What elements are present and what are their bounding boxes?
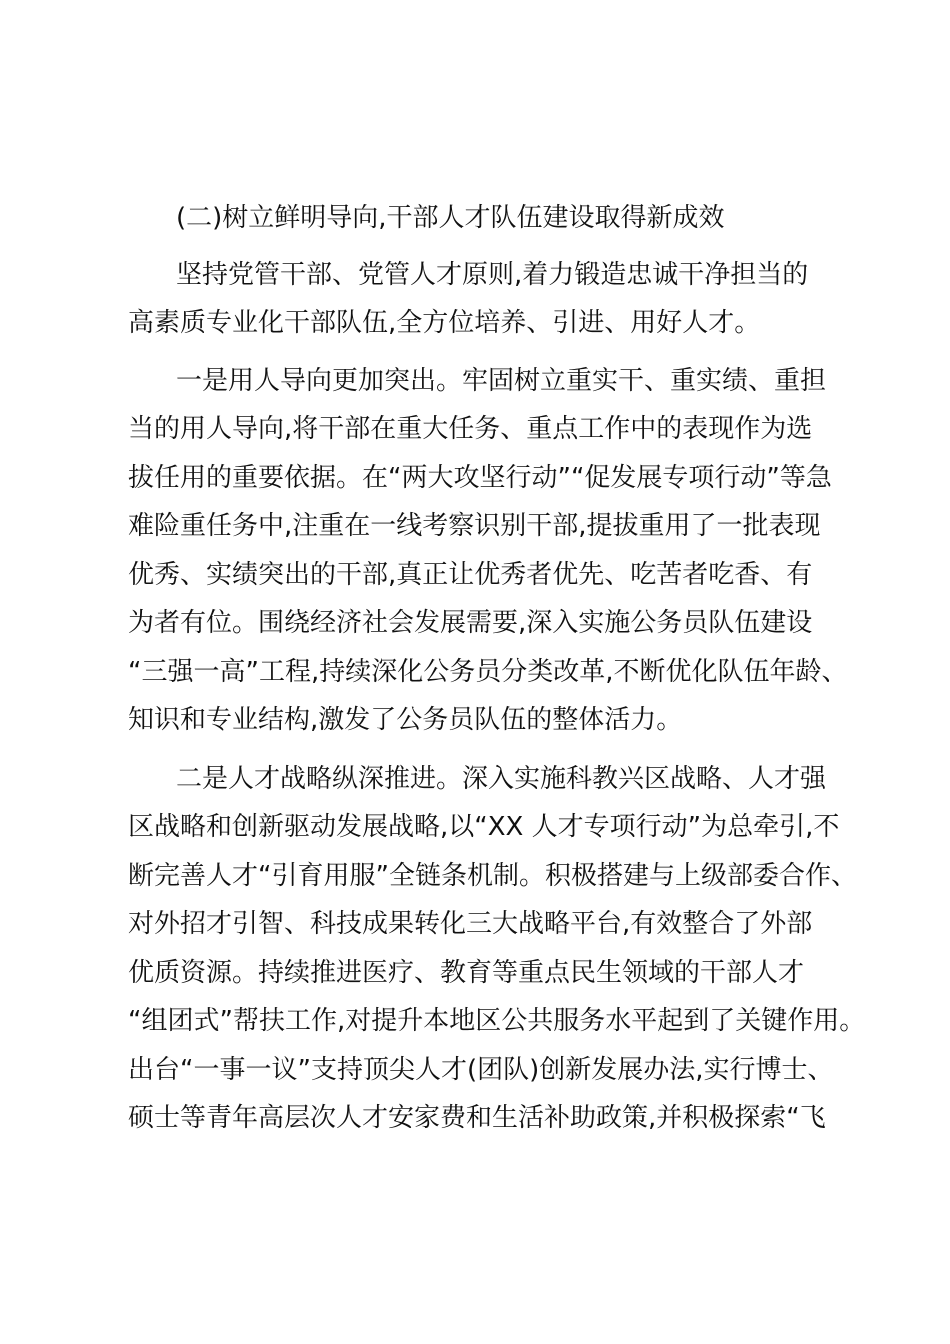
paragraph-line: 高素质专业化干部队伍,全方位培养、引进、用好人才。 xyxy=(128,308,761,338)
paragraph-line: 一是用人导向更加突出。牢固树立重实干、重实绩、重担 xyxy=(176,366,827,396)
paragraph-line: 优秀、实绩突出的干部,真正让优秀者优先、吃苦者吃香、有 xyxy=(128,560,813,590)
paragraph-line: 坚持党管干部、党管人才原则,着力锻造忠诚干净担当的 xyxy=(176,260,809,290)
paragraph-line: “组团式”帮扶工作,对提升本地区公共服务水平起到了关键作用。 xyxy=(128,1006,866,1036)
paragraph-line: 当的用人导向,将干部在重大任务、重点工作中的表现作为选 xyxy=(128,414,813,444)
paragraph-line: 出台“一事一议”支持顶尖人才(团队)创新发展办法,实行博士、 xyxy=(128,1055,834,1085)
paragraph-line: 断完善人才“引育用服”全链条机制。积极搭建与上级部委合作、 xyxy=(128,861,857,891)
paragraph-line: 拔任用的重要依据。在“两大攻坚行动”“促发展专项行动”等急 xyxy=(128,463,832,493)
paragraph-line: 硕士等青年高层次人才安家费和生活补助政策,并积极探索“飞 xyxy=(128,1103,826,1133)
paragraph-line: 二是人才战略纵深推进。深入实施科教兴区战略、人才强 xyxy=(176,764,827,794)
paragraph-line: 难险重任务中,注重在一线考察识别干部,提拔重用了一批表现 xyxy=(128,511,821,541)
paragraph-line: 为者有位。围绕经济社会发展需要,深入实施公务员队伍建设 xyxy=(128,608,813,638)
paragraph-line: 对外招才引智、科技成果转化三大战略平台,有效整合了外部 xyxy=(128,909,813,939)
paragraph-line: “三强一高”工程,持续深化公务员分类改革,不断优化队伍年龄、 xyxy=(128,657,848,687)
section-heading: (二)树立鲜明导向,干部人才队伍建设取得新成效 xyxy=(176,203,725,233)
paragraph-line: 优质资源。持续推进医疗、教育等重点民生领域的干部人才 xyxy=(128,958,805,988)
paragraph-line: 知识和专业结构,激发了公务员队伍的整体活力。 xyxy=(128,705,683,735)
paragraph-line: 区战略和创新驱动发展战略,以“XX 人才专项行动”为总牵引,不 xyxy=(128,812,840,842)
